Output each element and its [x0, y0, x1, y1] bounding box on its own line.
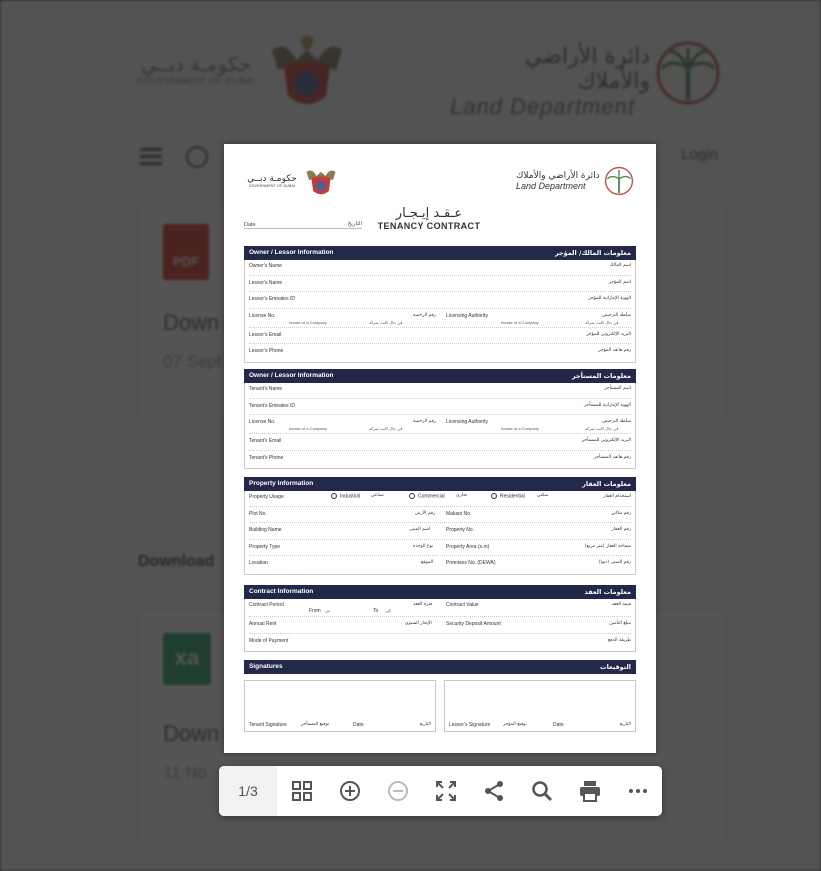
- form-row: [245, 508, 635, 525]
- form-row: [245, 293, 635, 310]
- zoom-in-icon[interactable]: [337, 778, 363, 804]
- fullscreen-icon[interactable]: [433, 778, 459, 804]
- field-label-ar: رقم المبنى (ديوا): [598, 560, 631, 565]
- form-row: [245, 260, 635, 277]
- field-label-ar: مبلغ التأمين: [609, 621, 631, 626]
- form-row: [245, 277, 635, 294]
- field-label: Makani No.: [446, 510, 472, 517]
- section-title-ar: معلومات العقار: [582, 480, 631, 488]
- field-sublabel-ar: في حال كانت شركة: [369, 319, 403, 325]
- form-row: [245, 383, 635, 400]
- zoom-out-icon[interactable]: [385, 778, 411, 804]
- field-label: Contract Value: [446, 602, 479, 608]
- field-label: Building Name: [249, 527, 282, 533]
- form-row: [245, 329, 635, 346]
- viewer-toolbar: [219, 766, 662, 816]
- usage-residential-option[interactable]: [491, 493, 525, 499]
- radio-icon: [331, 493, 337, 499]
- contract-section: [244, 585, 636, 652]
- section-title-en: Contract Information: [249, 588, 314, 595]
- form-row: [245, 541, 635, 558]
- field-label: Property Area (s.m): [446, 543, 490, 550]
- field-label: Property No.: [446, 527, 475, 533]
- field-label: Premises No. (DEWA): [446, 560, 496, 566]
- field-sublabel-ar: في حال كانت شركة: [585, 426, 619, 431]
- section-body: [244, 599, 636, 652]
- date-label: Date: [553, 722, 564, 728]
- tenant-signature-box: [244, 680, 436, 732]
- form-row: [245, 452, 635, 469]
- to-label: To: [373, 608, 379, 614]
- section-header: [244, 369, 636, 383]
- form-row: [245, 618, 635, 635]
- lessor-signature-box: [444, 680, 636, 732]
- option-label: Industrial: [340, 493, 361, 500]
- option-label-ar: تجاري: [456, 493, 468, 498]
- doc-ld-arabic: دائرة الأراضي والأملاك: [516, 171, 600, 181]
- field-label-ar: الموقع: [421, 560, 434, 565]
- field-label: Location: [249, 560, 268, 566]
- field-label: Lessor's Email: [249, 331, 282, 338]
- form-row: [245, 524, 635, 541]
- field-label: Tenant's Name: [249, 386, 283, 392]
- field-sublabel: Incase of a Company: [289, 319, 327, 325]
- section-title-ar: معلومات المالك/ المؤجر: [554, 249, 631, 257]
- field-label-ar: رقم الرخصة: [413, 419, 436, 424]
- doc-land-department-logo: [516, 171, 606, 191]
- field-label: Licensing Authority: [446, 312, 488, 319]
- date-label-arabic: التاريخ: [347, 221, 362, 227]
- section-title-ar: التوقيعات: [600, 663, 631, 671]
- field-label: Lessor's Emirates ID: [249, 296, 295, 302]
- page-indicator[interactable]: 1/3: [219, 766, 277, 816]
- form-row: [245, 719, 435, 731]
- more-icon[interactable]: [625, 778, 651, 804]
- doc-palm-logo-icon: [602, 166, 636, 196]
- option-label-ar: صناعي: [371, 493, 384, 498]
- field-sublabel: Incase of a Company: [289, 426, 327, 431]
- contract-title: [354, 206, 504, 231]
- usage-industrial-option[interactable]: [331, 493, 360, 499]
- field-sublabel-ar: في حال كانت شركة: [369, 426, 403, 431]
- search-icon[interactable]: [529, 778, 555, 804]
- radio-icon: [409, 493, 415, 499]
- from-label-ar: من: [325, 608, 331, 613]
- section-body: [244, 383, 636, 469]
- form-row: [245, 599, 635, 618]
- section-title-ar: معلومات العقد: [584, 588, 631, 596]
- section-title-ar: معلومات المستأجر: [571, 372, 631, 380]
- contract-title-english: TENANCY CONTRACT: [377, 221, 481, 231]
- field-label-ar: اسم المؤجر: [608, 279, 631, 285]
- field-label: License No.: [249, 312, 276, 319]
- field-label-ar: رقم الأرض: [415, 510, 436, 516]
- form-row: [245, 310, 635, 329]
- field-label-ar: اسم المالك: [609, 263, 631, 268]
- signatures-section: [244, 660, 636, 746]
- field-label: Property Type: [249, 543, 281, 550]
- form-row: [245, 491, 635, 508]
- field-label: Tenant's Phone: [249, 454, 284, 461]
- doc-gov-logo: [244, 174, 300, 188]
- form-row: [245, 635, 635, 652]
- doc-gov-arabic: حكومـة دبــي: [247, 174, 297, 184]
- option-label: Commercial: [418, 493, 445, 500]
- field-label-ar: رقم هاتف المؤجر: [598, 348, 631, 353]
- section-title-en: Signatures: [249, 663, 283, 670]
- tenant-signature-label-ar: توقيع المستأجر: [301, 722, 330, 727]
- field-label-ar: اسم المستأجر: [604, 386, 631, 391]
- date-label-ar: التاريخ: [619, 722, 631, 727]
- date-label-ar: التاريخ: [419, 722, 431, 727]
- field-label-ar: مساحة العقار (متر مربع): [584, 543, 631, 549]
- field-label-ar: سلطة الترخيص: [602, 419, 631, 424]
- field-label: Tenant's Email: [249, 438, 282, 444]
- field-label-ar: الإيجار السنوي: [405, 621, 432, 626]
- thumbnails-icon[interactable]: [289, 778, 315, 804]
- field-label: Owner's Name: [249, 263, 282, 269]
- field-label-ar: الهوية الإماراتية للمؤجر: [588, 296, 631, 301]
- field-label-ar: طريقة الدفع: [608, 637, 631, 643]
- doc-ld-english: Land Department: [516, 181, 586, 191]
- section-title-en: Owner / Lessor Information: [249, 249, 334, 256]
- field-label-ar: رقم مكاني: [610, 510, 631, 516]
- lessor-signature-label: Lessor's Signature: [449, 722, 491, 728]
- field-label: Contract Period: [249, 602, 284, 608]
- section-header: [244, 477, 636, 491]
- field-label: Annual Rent: [249, 621, 277, 627]
- date-label: Date: [244, 222, 256, 228]
- contract-date-field: [244, 222, 362, 229]
- field-label-ar: رقم هاتف المستأجر: [593, 454, 631, 460]
- property-section: [244, 477, 636, 575]
- tenant-section: [244, 369, 636, 469]
- form-row: [245, 435, 635, 452]
- date-label: Date: [353, 722, 364, 728]
- signatures-body: [244, 674, 636, 746]
- section-body: [244, 260, 636, 363]
- field-label-ar: اسم المبنى: [409, 527, 431, 532]
- field-label-ar: رقم العقار: [611, 527, 631, 532]
- form-row: [445, 719, 635, 731]
- field-label: Tenant's Emirates ID: [249, 402, 295, 409]
- form-row: [245, 345, 635, 362]
- field-label: Property Usage: [249, 494, 284, 500]
- field-label-ar: استخدام العقار: [603, 494, 631, 499]
- to-label-ar: إلى: [385, 608, 391, 613]
- option-label: Residential: [500, 493, 525, 500]
- field-label: Mode of Payment: [249, 637, 289, 644]
- doc-gov-english: GOVERNMENT OF DUBAI: [248, 184, 296, 188]
- lessor-signature-label-ar: توقيع المؤجر: [503, 722, 527, 727]
- field-label-ar: قيمة العقد: [611, 602, 631, 607]
- contract-title-arabic: عـقـد إيـجـار: [395, 206, 463, 221]
- field-label: Licensing Authority: [446, 419, 488, 425]
- field-label-ar: سلطة الترخيص: [602, 312, 631, 318]
- field-label: Security Deposit Amount: [446, 621, 501, 627]
- field-sublabel: Incase of a Company: [501, 319, 539, 325]
- print-icon[interactable]: [577, 778, 603, 804]
- field-label-ar: نوع الوحدة: [413, 543, 434, 549]
- usage-commercial-option[interactable]: [409, 493, 445, 499]
- field-label: License No.: [249, 419, 276, 425]
- field-label: Lessor's Name: [249, 279, 283, 286]
- form-row: [245, 557, 635, 574]
- field-label: Lessor's Phone: [249, 348, 284, 354]
- option-label-ar: سكني: [537, 493, 549, 498]
- document-page: [224, 144, 656, 753]
- share-icon[interactable]: [481, 778, 507, 804]
- from-label: From: [309, 608, 321, 614]
- field-label-ar: رقم الرخصة: [413, 312, 436, 318]
- section-title-en: Owner / Lessor Information: [249, 372, 334, 379]
- field-label-ar: الهوية الإماراتية للمستأجر: [583, 402, 631, 408]
- doc-dubai-emblem-icon: [304, 162, 338, 200]
- form-row: [245, 400, 635, 417]
- section-body: [244, 491, 636, 575]
- field-label: Plot No.: [249, 510, 267, 517]
- owner-lessor-section: [244, 246, 636, 363]
- section-header: [244, 660, 636, 674]
- field-label-ar: البريد الإلكتروني للمستأجر: [581, 438, 631, 443]
- tenant-signature-label: Tenant Signature: [249, 722, 287, 728]
- field-label-ar: البريد الإلكتروني للمؤجر: [586, 331, 631, 337]
- section-title-en: Property Information: [249, 480, 314, 487]
- radio-icon: [491, 493, 497, 499]
- field-sublabel: Incase of a Company: [501, 426, 539, 431]
- section-header: [244, 585, 636, 599]
- field-sublabel-ar: في حال كانت شركة: [585, 319, 619, 325]
- field-label-ar: فترة العقد: [413, 602, 433, 607]
- section-header: [244, 246, 636, 260]
- form-row: [245, 416, 635, 435]
